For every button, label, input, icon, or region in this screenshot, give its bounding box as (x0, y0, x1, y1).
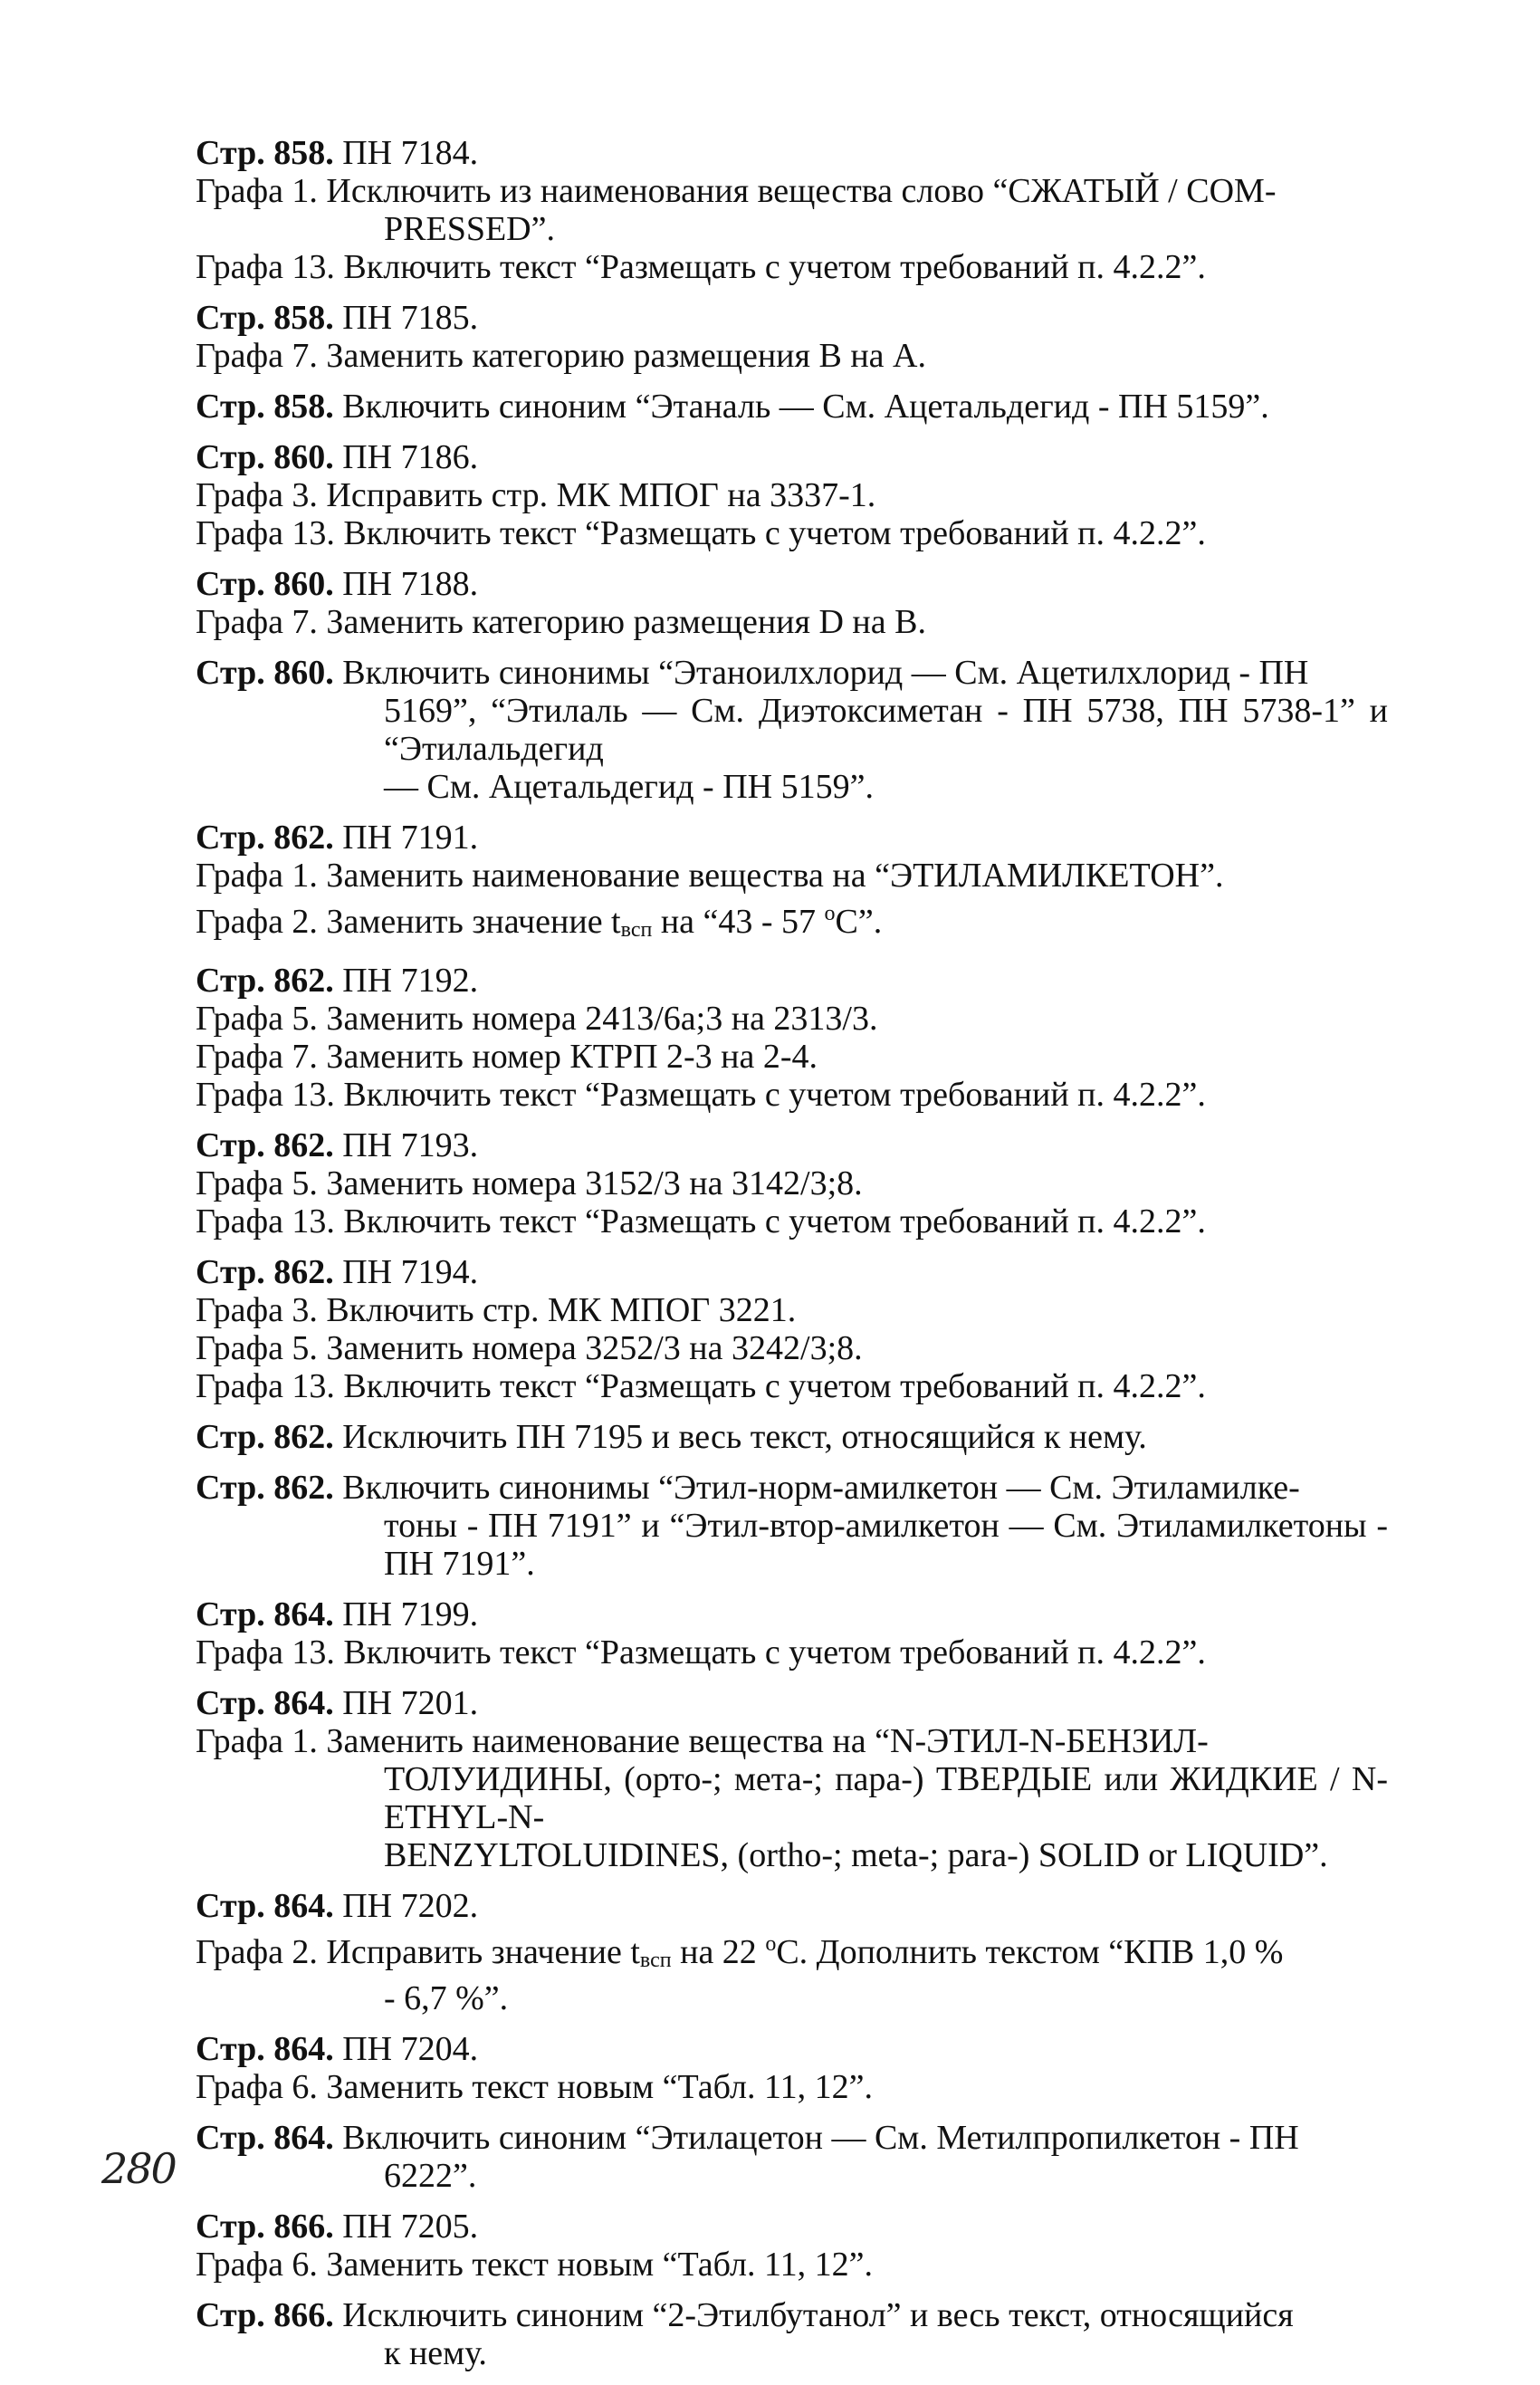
entry-line: Графа 7. Заменить номер КТРП 2-3 на 2-4. (196, 1038, 818, 1076)
document-body (196, 134, 1395, 2385)
entry-heading (196, 819, 1395, 857)
entry-block (196, 819, 1395, 949)
page-reference: Стр. 860. (196, 438, 334, 476)
entry-heading (196, 2119, 1395, 2157)
entry-block (196, 134, 1395, 286)
entry-line: 5169”, “Этилаль — См. Диэтоксиметан - ПН 5738, ПН 5738-1” и “Этилальдегид (384, 692, 1388, 768)
entry-heading-text: ПН 7201. (333, 1684, 479, 1722)
page-reference: Стр. 864. (196, 1595, 334, 1633)
entry-heading-text: Исключить синоним “2-Этилбутанол” и весь текст, относящийся (333, 2296, 1294, 2334)
entry-block (196, 565, 1395, 641)
entry-line: Графа 13. Включить текст “Размещать с учетом требований п. 4.2.2”. (196, 1202, 1206, 1240)
entry-line: — См. Ацетальдегид - ПН 5159”. (384, 768, 874, 806)
entry-line: Графа 13. Включить текст “Размещать с учетом требований п. 4.2.2”. (196, 1367, 1206, 1405)
page-reference: Стр. 864. (196, 1887, 334, 1925)
entry-block (196, 1595, 1395, 1671)
entry-line: тоны - ПН 7191” и “Этил-втор-амилкетон — См. Этиламилкетоны - ПН 7191”. (384, 1507, 1388, 1583)
entry-heading-text: ПН 7193. (333, 1126, 479, 1164)
page-reference: Стр. 858. (196, 299, 334, 337)
page-reference: Стр. 866. (196, 2208, 334, 2246)
entry-heading (196, 1595, 1395, 1633)
entry-heading (196, 565, 1395, 603)
page-reference: Стр. 862. (196, 1126, 334, 1164)
entry-heading-text: ПН 7186. (333, 438, 479, 476)
entry-heading-text: ПН 7202. (333, 1887, 479, 1925)
entry-heading (196, 1887, 1395, 1925)
entry-heading (196, 654, 1395, 692)
page-reference: Стр. 862. (196, 1253, 334, 1291)
page-reference: Стр. 858. (196, 134, 334, 172)
page-reference: Стр. 864. (196, 2119, 334, 2157)
entry-line: 6222”. (384, 2157, 477, 2195)
entry-line: Графа 13. Включить текст “Размещать с учетом требований п. 4.2.2”. (196, 514, 1206, 552)
entry-heading (196, 299, 1395, 337)
entry-heading-text: Включить синоним “Этаналь — См. Ацетальдегид - ПН 5159”. (333, 388, 1269, 426)
entry-heading-text: ПН 7191. (333, 819, 479, 857)
page-reference: Стр. 858. (196, 388, 334, 426)
entry-heading-text: ПН 7184. (333, 134, 479, 172)
entry-heading (196, 134, 1395, 172)
entry-line: Графа 7. Заменить категорию размещения В на А. (196, 337, 926, 375)
entry-heading-text: ПН 7194. (333, 1253, 479, 1291)
entry-line: Графа 1. Исключить из наименования вещества слово “СЖАТЫЙ / COM- (196, 172, 1277, 210)
entry-heading-text: ПН 7204. (333, 2030, 479, 2068)
entry-block (196, 2296, 1395, 2372)
entry-heading (196, 2208, 1395, 2246)
entry-line: Графа 13. Включить текст “Размещать с учетом требований п. 4.2.2”. (196, 1633, 1206, 1671)
entry-block (196, 2208, 1395, 2284)
entry-line: Графа 13. Включить текст “Размещать с учетом требований п. 4.2.2”. (196, 248, 1206, 286)
entry-block (196, 388, 1395, 426)
entry-line: Графа 5. Заменить номера 3252/3 на 3242/3;8. (196, 1329, 863, 1367)
entry-heading (196, 388, 1395, 426)
entry-block (196, 962, 1395, 1114)
entry-heading (196, 2030, 1395, 2068)
entry-block (196, 2119, 1395, 2195)
entry-heading-text: Включить синоним “Этилацетон — См. Метилпропилкетон - ПН (333, 2119, 1299, 2157)
entry-line: - 6,7 %”. (384, 1979, 509, 2017)
page-reference: Стр. 866. (196, 2296, 334, 2334)
entry-line: Графа 6. Заменить текст новым “Табл. 11, 12”. (196, 2246, 873, 2284)
entry-line: Графа 1. Заменить наименование вещества на “ЭТИЛАМИЛКЕТОН”. (196, 857, 1224, 895)
entry-heading-text: ПН 7192. (333, 962, 479, 1000)
page-reference: Стр. 862. (196, 962, 334, 1000)
entry-line: Графа 6. Заменить текст новым “Табл. 11, 12”. (196, 2068, 873, 2106)
entry-line: Графа 3. Включить стр. МК МПОГ 3221. (196, 1291, 797, 1329)
entry-heading-text: ПН 7199. (333, 1595, 479, 1633)
entry-heading (196, 1469, 1395, 1507)
entry-block (196, 654, 1395, 806)
page-reference: Стр. 860. (196, 565, 334, 603)
entry-line: Графа 2. Заменить значение $t_{всп}$ на “43 - 57 $^о$С”. (196, 902, 883, 942)
entry-line: BENZYLTOLUIDINES, (ortho-; meta-; para-) SOLID or LIQUID”. (384, 1836, 1328, 1874)
entry-heading-text: ПН 7188. (333, 565, 479, 603)
entry-block (196, 1418, 1395, 1456)
entry-heading (196, 1684, 1395, 1722)
page-reference: Стр. 862. (196, 1418, 334, 1456)
entry-heading-text: Исключить ПН 7195 и весь текст, относящийся к нему. (333, 1418, 1147, 1456)
entry-line: Графа 13. Включить текст “Размещать с учетом требований п. 4.2.2”. (196, 1076, 1206, 1114)
page-reference: Стр. 860. (196, 654, 334, 692)
entry-heading (196, 962, 1395, 1000)
entry-line: Графа 1. Заменить наименование вещества на “N-ЭТИЛ-N-БЕНЗИЛ- (196, 1722, 1209, 1760)
entry-line: ТОЛУИДИНЫ, (орто-; мета-; пара-) ТВЕРДЫЕ или ЖИДКИЕ / N-ETHYL-N- (384, 1760, 1388, 1836)
entry-line: Графа 7. Заменить категорию размещения D на В. (196, 603, 926, 641)
page-reference: Стр. 862. (196, 1469, 334, 1507)
entry-heading-text: Включить синонимы “Этаноилхлорид — См. Ацетилхлорид - ПН (333, 654, 1309, 692)
entry-block (196, 1684, 1395, 1874)
entry-line: Графа 3. Исправить стр. МК МПОГ на 3337-1. (196, 476, 876, 514)
entry-block (196, 299, 1395, 375)
page-reference: Стр. 864. (196, 2030, 334, 2068)
entry-heading (196, 1126, 1395, 1164)
page-reference: Стр. 864. (196, 1684, 334, 1722)
entry-block (196, 1126, 1395, 1240)
entry-block (196, 438, 1395, 552)
entry-heading-text: Включить синонимы “Этил-норм-амилкетон — См. Этиламилке- (333, 1469, 1300, 1507)
page-number: 280 (101, 2144, 176, 2193)
entry-line: PRESSED”. (384, 210, 555, 248)
entry-block (196, 1887, 1395, 2017)
entry-heading (196, 438, 1395, 476)
entry-block (196, 1253, 1395, 1405)
entry-block (196, 1469, 1395, 1583)
entry-line: Графа 5. Заменить номера 3152/3 на 3142/3;8. (196, 1164, 863, 1202)
entry-line: Графа 2. Исправить значение $t_{всп}$ на 22 $^о$С. Дополнить текстом “КПВ 1,0 % (196, 1932, 1284, 1972)
entry-heading-text: ПН 7185. (333, 299, 479, 337)
entry-line: Графа 5. Заменить номера 2413/6а;3 на 2313/3. (196, 1000, 878, 1038)
entry-block (196, 2030, 1395, 2106)
entry-heading (196, 1418, 1395, 1456)
entry-heading (196, 2296, 1395, 2334)
entry-heading-text: ПН 7205. (333, 2208, 479, 2246)
entry-line: к нему. (384, 2334, 487, 2372)
entry-heading (196, 1253, 1395, 1291)
page-reference: Стр. 862. (196, 819, 334, 857)
